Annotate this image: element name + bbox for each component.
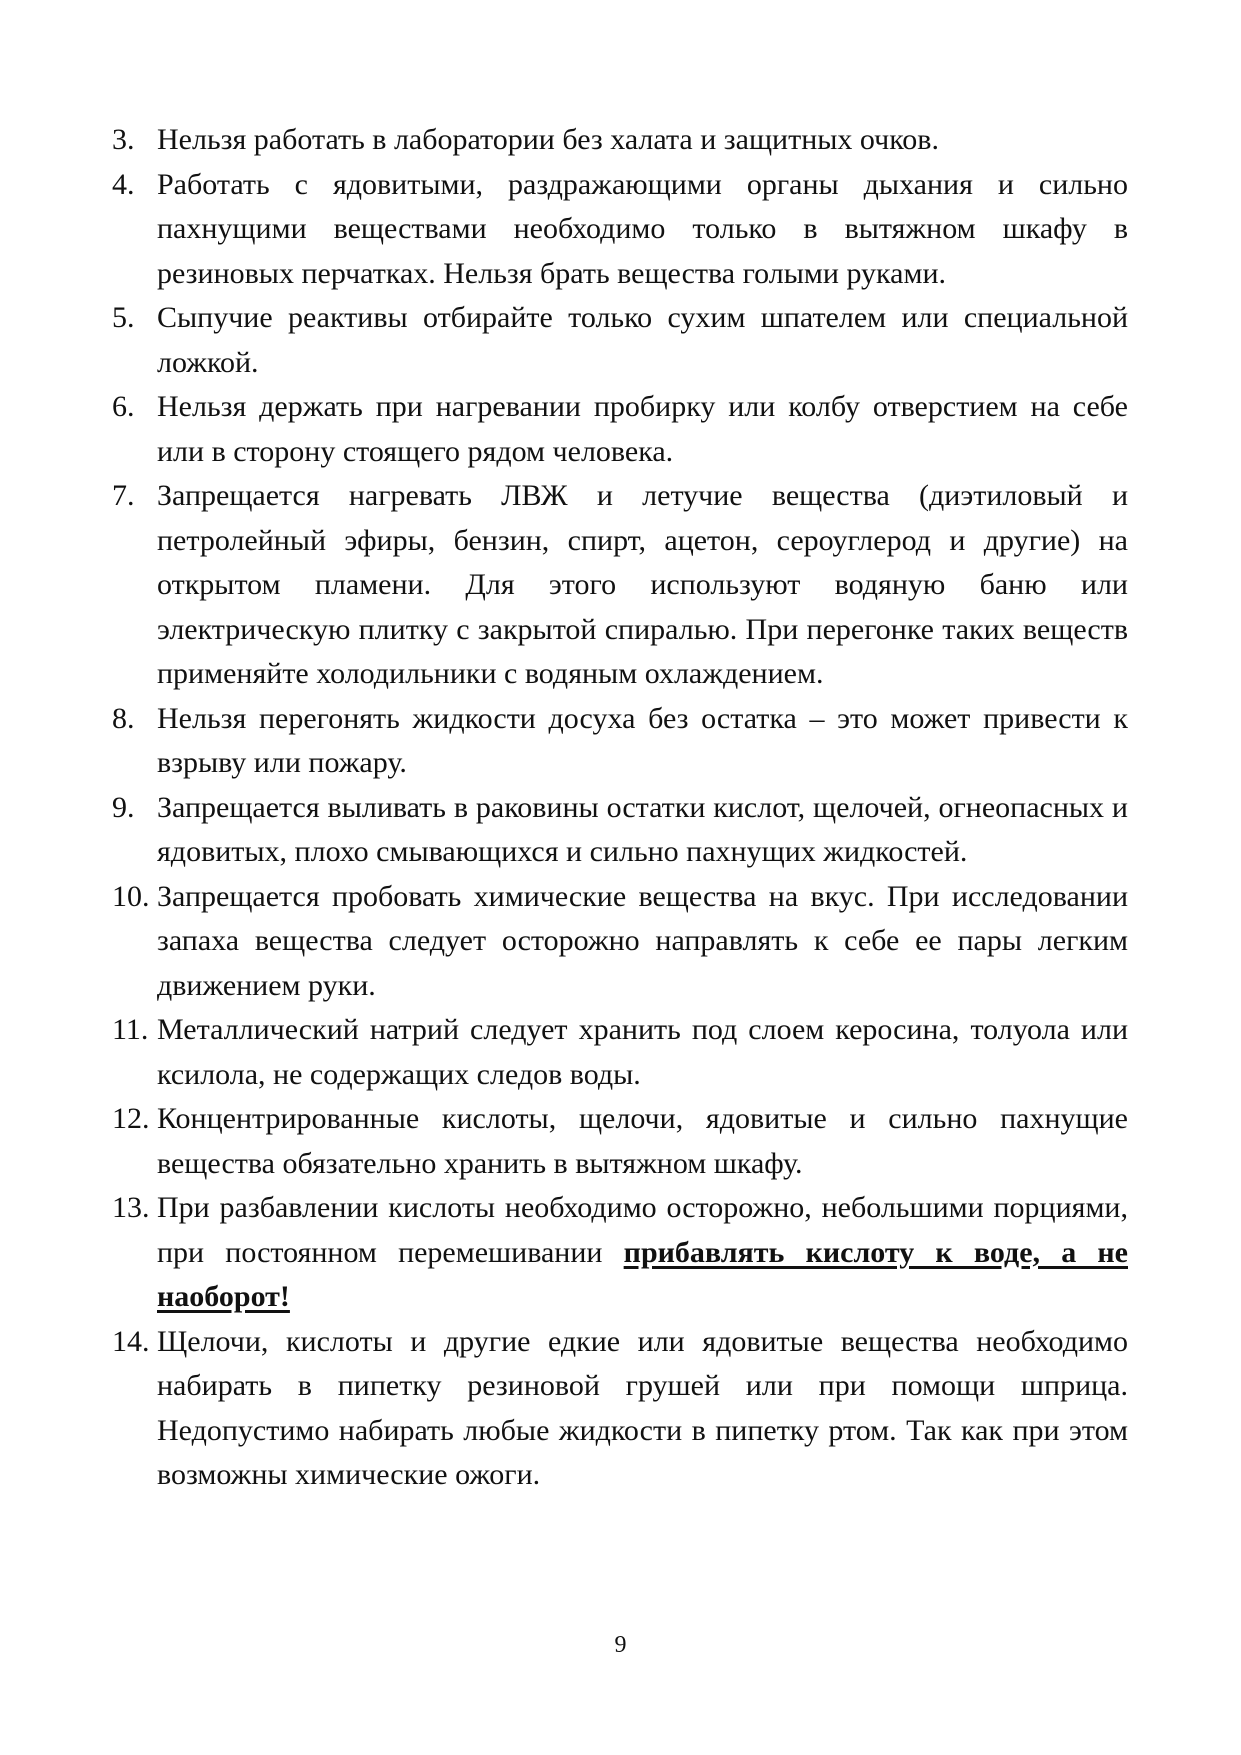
rule-number: 11. bbox=[112, 1013, 149, 1046]
rule-item-9 bbox=[112, 786, 1128, 875]
safety-rules-list bbox=[112, 118, 1128, 1498]
rule-emphasis: прибавлять кислоту к воде, а не наоборот! bbox=[157, 1235, 1128, 1313]
rule-number: 12. bbox=[112, 1102, 150, 1135]
rule-item-4 bbox=[112, 163, 1128, 297]
rule-text-with-emphasis bbox=[157, 1186, 1128, 1320]
rule-item-7 bbox=[112, 474, 1128, 697]
rule-number: 3. bbox=[112, 123, 135, 156]
rule-item-14 bbox=[112, 1320, 1128, 1498]
rule-number: 4. bbox=[112, 167, 135, 201]
rule-text: Работать с ядовитыми, раздражающими органы дыхания и сильно пахнущими веществами необходимо только в вытяжном шкафу в резиновых перчатках. Нельзя брать вещества голыми руками. bbox=[157, 167, 1128, 290]
rule-text: Нельзя держать при нагревании пробирку или колбу отверстием на себе или в сторону стоящего рядом человека. bbox=[157, 390, 1128, 468]
rule-number: 7. bbox=[112, 479, 135, 512]
rule-text: Запрещается пробовать химические вещества на вкус. При исследовании запаха вещества следует осторожно направлять к себе ее пары легким движением руки. bbox=[157, 879, 1128, 1002]
rule-number: 13. bbox=[112, 1191, 150, 1224]
rule-number: 14. bbox=[112, 1324, 150, 1358]
rule-text: Нельзя перегонять жидкости досуха без остатка – это может привести к взрыву или пожару. bbox=[157, 701, 1128, 779]
rule-number: 10. bbox=[112, 879, 150, 913]
rule-text: Щелочи, кислоты и другие едкие или ядовитые вещества необходимо набирать в пипетку резиновой грушей или при помощи шприца. Недопустимо набирать любые жидкости в пипетку ртом. Так как при этом возможны химические ожоги. bbox=[157, 1324, 1128, 1491]
rule-number: 8. bbox=[112, 701, 135, 735]
rule-number: 9. bbox=[112, 790, 135, 824]
rule-item-12 bbox=[112, 1097, 1128, 1186]
rule-text: Сыпучие реактивы отбирайте только сухим шпателем или специальной ложкой. bbox=[157, 301, 1128, 379]
rule-item-3 bbox=[112, 118, 1128, 163]
rule-number: 5. bbox=[112, 301, 135, 334]
rule-item-6 bbox=[112, 385, 1128, 474]
rule-item-10 bbox=[112, 875, 1128, 1009]
rule-text: Концентрированные кислоты, щелочи, ядовитые и сильно пахнущие вещества обязательно хранить в вытяжном шкафу. bbox=[157, 1102, 1128, 1180]
rule-text: При разбавлении кислоты необходимо осторожно, небольшими порциями, при постоянном перемешивании bbox=[157, 1191, 1128, 1269]
rule-item-5 bbox=[112, 296, 1128, 385]
rule-text: Нельзя работать в лаборатории без халата и защитных очков. bbox=[157, 123, 939, 156]
rule-number: 6. bbox=[112, 390, 135, 423]
rule-item-11 bbox=[112, 1008, 1128, 1097]
rule-item-8 bbox=[112, 697, 1128, 786]
rule-text: Запрещается выливать в раковины остатки кислот, щелочей, огнеопасных и ядовитых, плохо смывающихся и сильно пахнущих жидкостей. bbox=[157, 790, 1128, 868]
rule-text: Запрещается нагревать ЛВЖ и летучие вещества (диэтиловый и петролейный эфиры, бензин, спирт, ацетон, сероуглерод и другие) на открытом пламени. Для этого используют водяную баню или электрическую плитку с закрытой спиралью. При перегонке таких веществ применяйте холодильники с водяным охлаждением. bbox=[157, 479, 1128, 690]
page-number: 9 bbox=[614, 1632, 627, 1658]
rule-text: Металлический натрий следует хранить под слоем керосина, толуола или ксилола, не содержащих следов воды. bbox=[157, 1013, 1128, 1091]
rule-item-13 bbox=[112, 1186, 1128, 1320]
